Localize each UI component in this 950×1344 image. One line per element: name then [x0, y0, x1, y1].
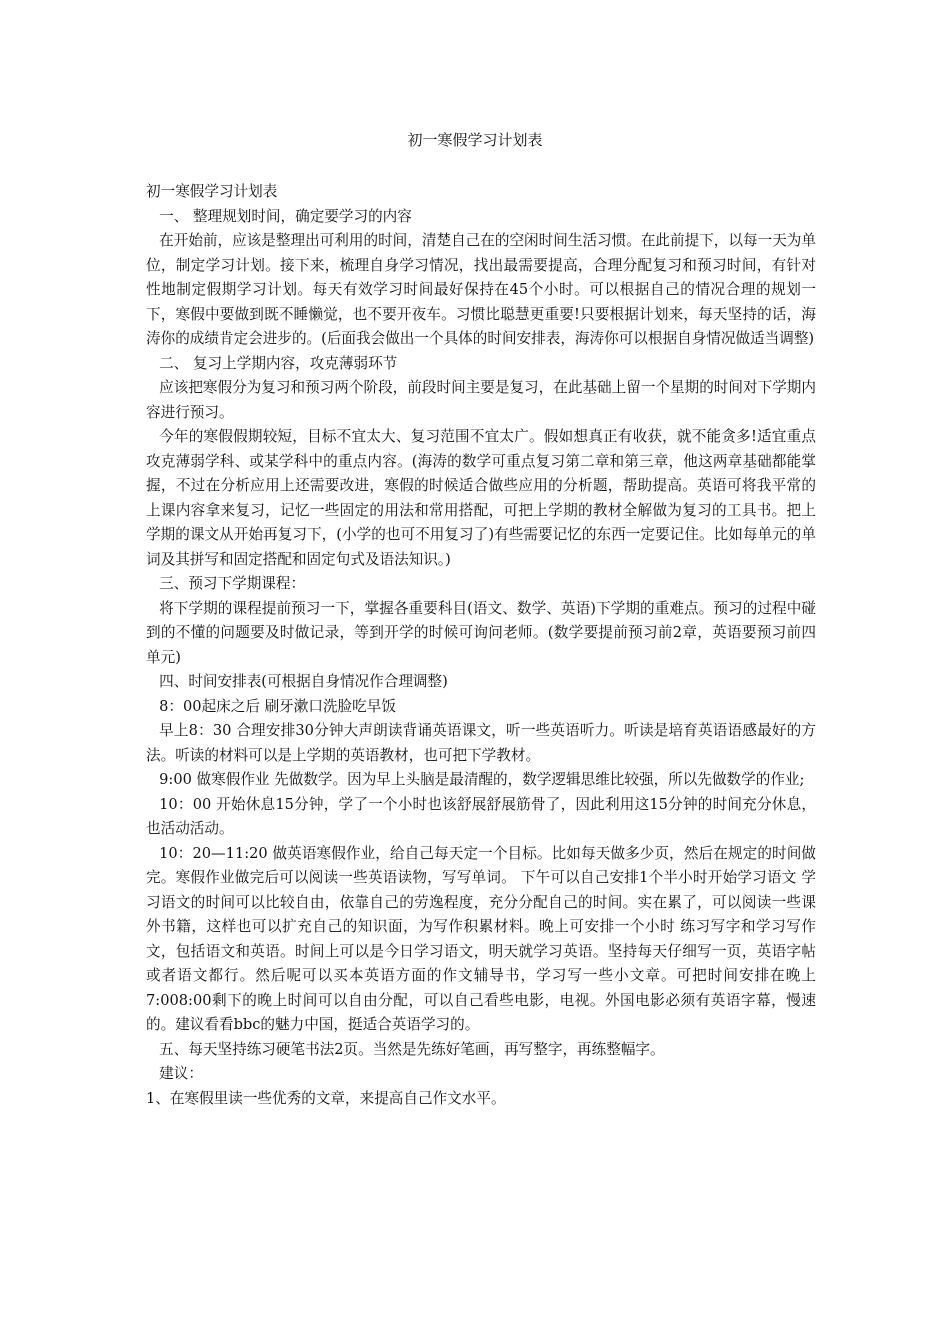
document-body	[146, 180, 816, 1111]
schedule-item: 9:00 做寒假作业 先做数学。因为早上头脑是最清醒的，数学逻辑思维比较强，所以先做数学的作业;	[159, 771, 805, 788]
schedule-item: 10：00 开始休息15分钟，学了一个小时也该舒展舒展筋骨了，因此利用这15分钟的时间充分休息，也活动活动。	[146, 795, 816, 837]
suggestion-item: 1、在寒假里读一些优秀的文章，来提高自己作文水平。	[146, 1089, 506, 1107]
schedule-item: 10：20—11:20 做英语寒假作业，给自己每天定一个目标。比如每天做多少页，然后在规定的时间做完。寒假作业做完后可以阅读一些英语读物，写写单词。 下午可以自己安排1个半小时开始学习语文 学习语文的时间可以比较自由，依靠自己的劳逸程度，充分分配自己的时间。实在累了，可以阅读一些课外书籍，这样也可以扩充自己的知识面，为写作积累材料。晚上可安排一个小时 练习写字和学习写作文，包括语文和英语。时间上可以是今日学习语文，明天就学习英语。坚持每天仔细写一页，英语字帖或者语文都行。然后呢可以买本英语方面的作文辅导书，学习写一些小文章。可把时间安排在晚上7:008:00剩下的晚上时间可以自由分配，可以自己看些电影，电视。外国电影必须有英语字幕，慢速的。建议看看bbc的魅力中国，挺适合英语学习的。	[146, 844, 816, 1033]
section-heading-5: 五、每天坚持练习硬笔书法2页。当然是先练好笔画，再写整字，再练整幅字。	[159, 1040, 665, 1058]
paragraph: 应该把寒假分为复习和预习两个阶段，前段时间主要是复习，在此基础上留一个星期的时间对下学期内容进行预习。	[146, 379, 816, 421]
section-heading-3: 三、预习下学期课程：	[159, 575, 306, 592]
paragraph: 将下学期的课程提前预习一下，掌握各重要科目(语文、数学、英语)下学期的重难点。预习的过程中碰到的不懂的问题要及时做记录，等到开学的时候可询问老师。(数学要提前预习前2章，英语要预习前四单元)	[146, 599, 816, 666]
section-heading-2: 二、 复习上学期内容，攻克薄弱环节	[159, 354, 398, 372]
schedule-item: 8：00起床之后 刷牙漱口洗脸吃早饭	[159, 697, 396, 715]
paragraph: 今年的寒假假期较短，目标不宜太大、复习范围不宜太广。假如想真正有收获，就不能贪多!适宜重点攻克薄弱学科、或某学科中的重点内容。(海涛的数学可重点复习第二章和第三章，他这两章基础都能掌握，不过在分析应用上还需要改进，寒假的时候适合做些应用的分析题，帮助提高。英语可将我平常的上课内容拿来复习，记忆一些固定的用法和常用搭配，可把上学期的教材全解做为复习的工具书。把上学期的课文从开始再复习下，(小学的也可不用复习了)有些需要记忆的东西一定要记住。比如每单元的单词及其拼写和固定搭配和固定句式及语法知识。)	[146, 428, 816, 568]
section-heading-1: 一、 整理规划时间，确定要学习的内容	[159, 207, 412, 225]
document-title: 初一寒假学习计划表	[407, 131, 543, 149]
body-heading: 初一寒假学习计划表	[146, 183, 278, 200]
schedule-item: 早上8：30 合理安排30分钟大声朗读背诵英语课文，听一些英语听力。听读是培育英语语感最好的方法。听读的材料可以是上学期的英语教材，也可把下学教材。	[146, 722, 816, 764]
suggestion-heading: 建议：	[159, 1065, 203, 1082]
paragraph: 在开始前，应该是整理出可利用的时间，清楚自己在的空闲时间生活习惯。在此前提下，以每一天为单位，制定学习计划。接下来，梳理自身学习情况，找出最需要提高，合理分配复习和预习时间，有针对性地制定假期学习计划。每天有效学习时间最好保持在45个小时。可以根据自己的情况合理的规划一下，寒假中要做到既不睡懒觉，也不要开夜车。习惯比聪慧更重要!只要根据计划来，每天坚持的话，海涛你的成绩肯定会进步的。(后面我会做出一个具体的时间安排表，海涛你可以根据自身情况做适当调整)	[146, 232, 816, 347]
section-heading-4: 四、时间安排表(可根据自身情况作合理调整)	[159, 673, 448, 690]
